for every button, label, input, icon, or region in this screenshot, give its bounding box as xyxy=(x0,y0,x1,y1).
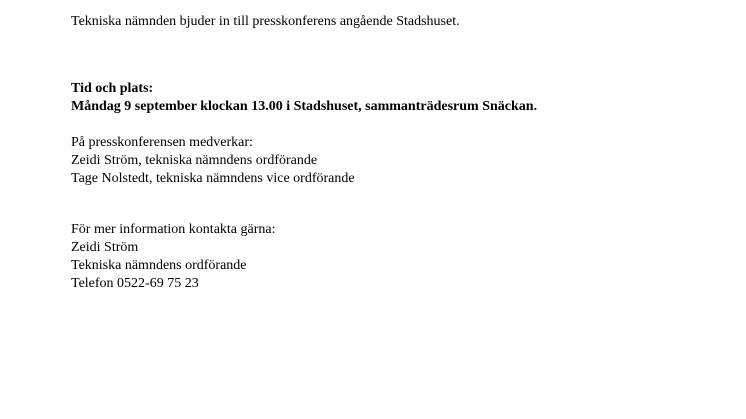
time-place-section xyxy=(71,80,711,116)
time-place-detail: Måndag 9 september klockan 13.00 i Stadshuset, sammanträdesrum Snäckan. xyxy=(71,99,538,114)
press-invitation-document xyxy=(71,13,711,293)
intro-section xyxy=(71,13,711,31)
participant-item: Zeidi Ström, tekniska nämndens ordförande xyxy=(71,153,318,168)
time-place-heading: Tid och plats: xyxy=(71,81,154,96)
contact-phone: Telefon 0522-69 75 23 xyxy=(71,276,199,291)
contact-name: Zeidi Ström xyxy=(71,240,139,255)
participants-heading: På presskonferensen medverkar: xyxy=(71,135,253,150)
contact-role: Tekniska nämndens ordförande xyxy=(71,258,247,273)
contact-section xyxy=(71,221,711,293)
intro-text: Tekniska nämnden bjuder in till presskonferens angående Stadshuset. xyxy=(71,14,460,29)
participants-section xyxy=(71,134,711,188)
contact-heading: För mer information kontakta gärna: xyxy=(71,222,276,237)
participant-item: Tage Nolstedt, tekniska nämndens vice ordförande xyxy=(71,171,355,186)
